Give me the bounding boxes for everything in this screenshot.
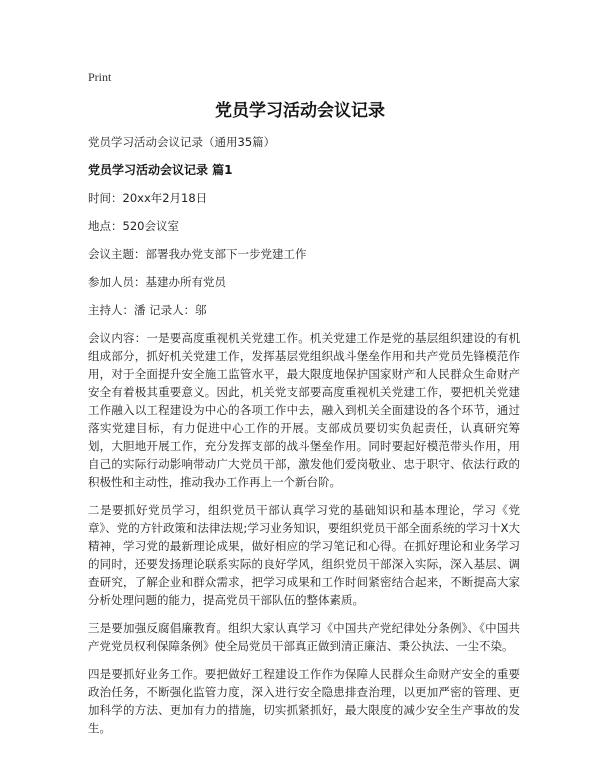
section-heading: 党员学习活动会议记录 篇1 <box>88 163 233 177</box>
meeting-attendees: 参加人员：基建办所有党员 <box>88 275 226 289</box>
document-title: 党员学习活动会议记录 <box>215 101 385 121</box>
document-content <box>88 133 520 747</box>
content-paragraph: 三是要加强反腐倡廉教育。组织大家认真学习《中国共产党纪律处分条例》、《中国共产党党员权利保障条例》使全局党员干部真正做到清正廉洁、秉公执法、一尘不染。 <box>88 621 520 653</box>
content-paragraph: 二是要抓好党员学习，组织党员干部认真学习党的基础知识和基本理论，学习《党章》、党的方针政策和法律法规;学习业务知识，要组织党员干部全面系统的学习十X大精神，学习党的最新理论成果，做好相应的学习笔记和心得。在抓好理论和业务学习的同时，还要发扬理论联系实际的良好学风，组织党员干部深入实际，深入基层、调查研究，了解企业和群众需求，把学习成果和工作时间紧密结合起来，不断提高大家分析处理问题的能力，提高党员干部队伍的整体素质。 <box>88 503 520 607</box>
print-label[interactable]: Print <box>88 70 112 84</box>
document-subtitle: 党员学习活动会议记录（通用35篇） <box>88 135 276 149</box>
content-paragraph: 会议内容：一是要高度重视机关党建工作。机关党建工作是党的基层组织建设的有机组成部分，抓好机关党建工作，发挥基层党组织战斗堡垒作用和共产党员先锋模范作用，对于全面提升安全施工监管水平，最大限度地保护国家财产和人民群众生命财产安全有着极其重要意义。因此，机关党支部要高度重视机关党建工作，要把机关党建工作融入以工程建设为中心的各项工作中去，融入到机关全面建设的各个环节，通过落实党建目标，有力促进中心工作的开展。支部成员要切实负起责任，认真研究筹划，大胆地开展工作，充分发挥支部的战斗堡垒作用。同时要起好模范带头作用，用自己的实际行动影响带动广大党员干部，激发他们爱岗敬业、忠于职守、依法行政的积极性和主动性，推动我办工作再上一个新台阶。 <box>88 331 520 489</box>
meeting-location: 地点：520会议室 <box>88 219 179 233</box>
meeting-time: 时间：20xx年2月18日 <box>88 191 208 205</box>
meeting-theme: 会议主题：部署我办党支部下一步党建工作 <box>88 247 307 261</box>
content-paragraph: 四是要抓好业务工作。要把做好工程建设工作作为保障人民群众生命财产安全的重要政治任务，不断强化监管力度，深入进行安全隐患排查治理，以更加严密的管理、更加科学的方法、更加有力的措施，切实抓紧抓好，最大限度的减少安全生产事故的发生。 <box>88 667 520 735</box>
meeting-host-recorder: 主持人：潘 记录人：邬 <box>88 303 207 317</box>
